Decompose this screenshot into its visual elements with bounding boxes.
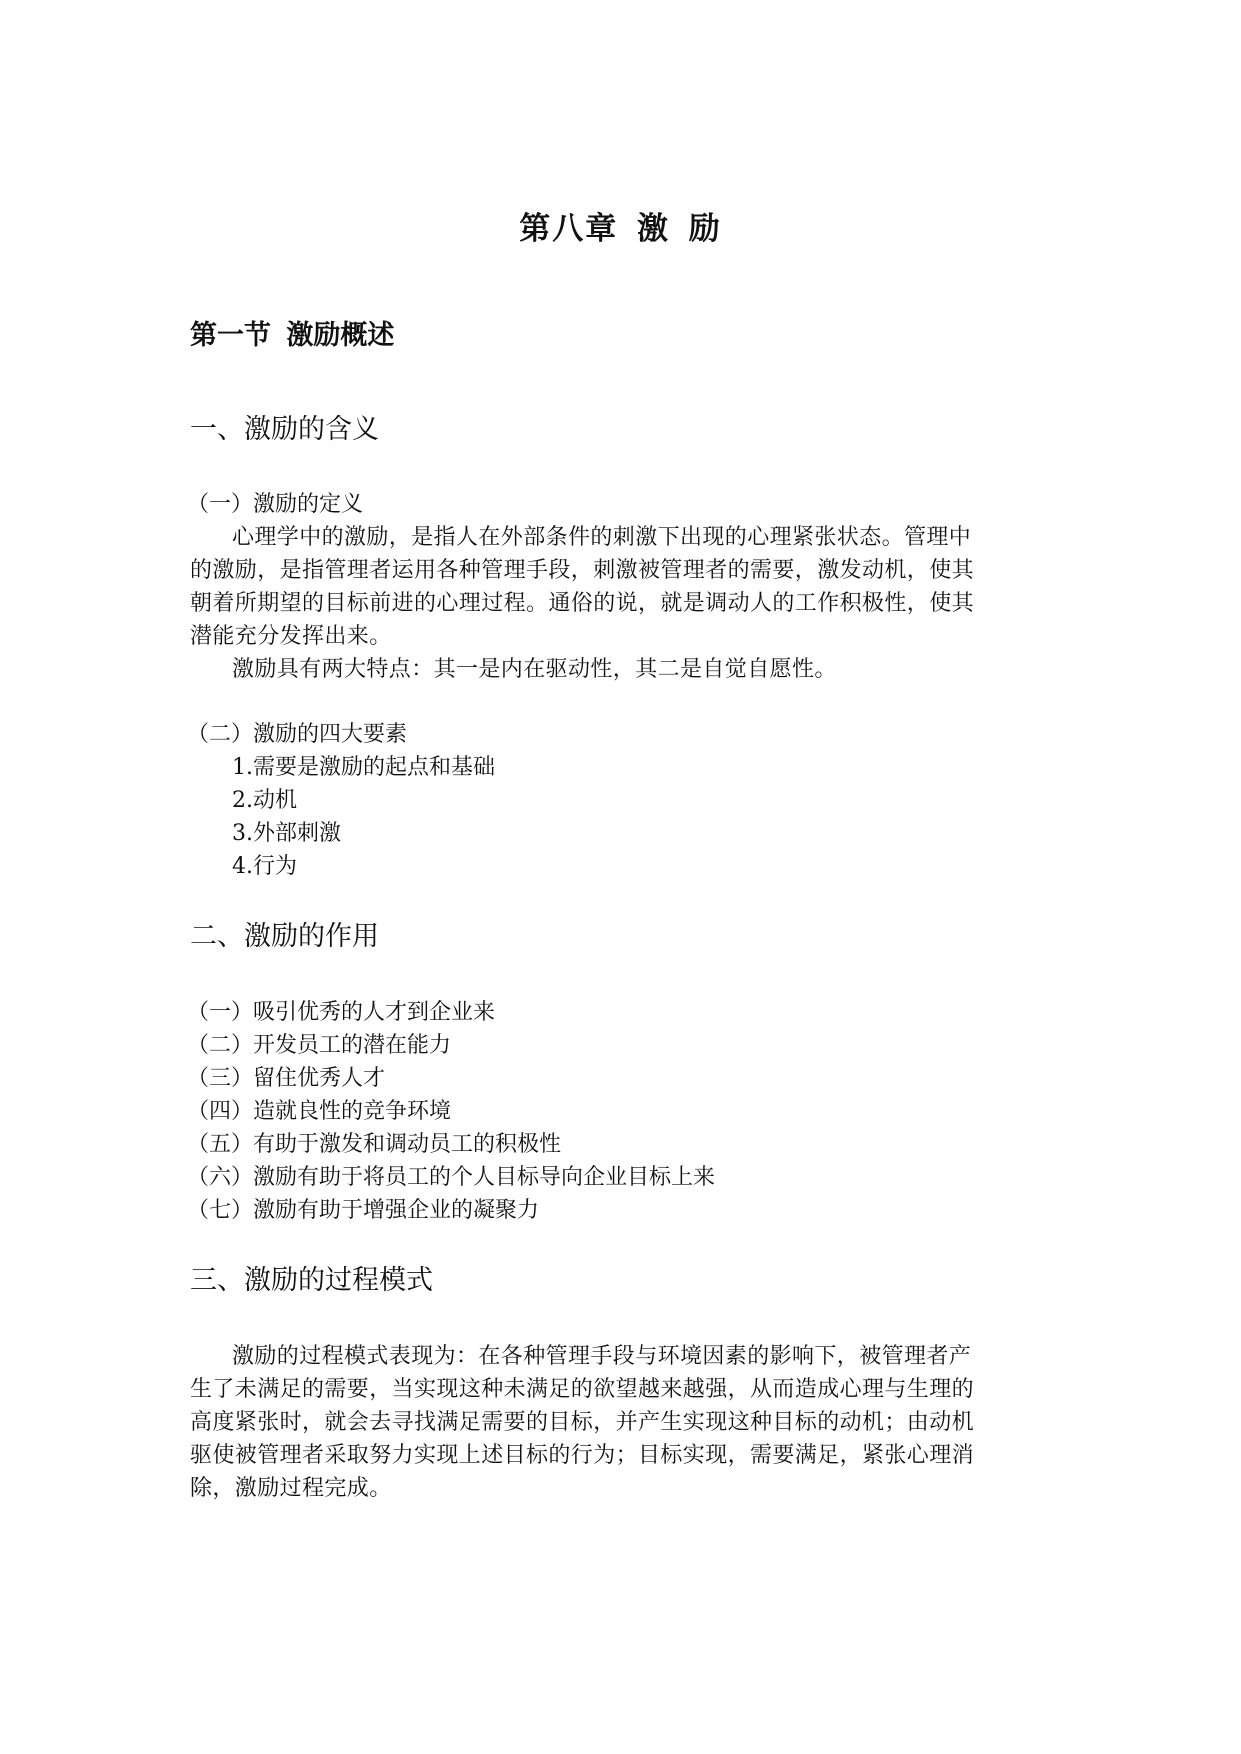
subheading-four-elements: （二）激励的四大要素 <box>187 722 408 747</box>
definition-line-2: 的激励，是指管理者运用各种管理手段，刺激被管理者的需要，激发动机，使其 <box>190 558 975 583</box>
heading-meaning: 一、激励的含义 <box>190 414 379 445</box>
element-item-1: 1.需要是激励的起点和基础 <box>232 755 495 780</box>
function-item-2: （二）开发员工的潜在能力 <box>187 1033 452 1058</box>
heading-process-model: 三、激励的过程模式 <box>190 1265 433 1296</box>
function-item-4: （四）造就良性的竞争环境 <box>187 1099 452 1124</box>
function-item-3: （三）留住优秀人才 <box>187 1066 386 1091</box>
heading-functions: 二、激励的作用 <box>190 921 379 952</box>
function-item-5: （五）有助于激发和调动员工的积极性 <box>187 1132 562 1157</box>
process-line-2: 生了未满足的需要，当实现这种未满足的欲望越来越强，从而造成心理与生理的 <box>190 1377 975 1402</box>
definition-line-1: 心理学中的激励，是指人在外部条件的刺激下出现的心理紧张状态。管理中 <box>232 525 972 550</box>
element-item-4: 4.行为 <box>232 854 297 879</box>
process-line-3: 高度紧张时，就会去寻找满足需要的目标，并产生实现这种目标的动机；由动机 <box>190 1410 975 1435</box>
function-item-7: （七）激励有助于增强企业的凝聚力 <box>187 1198 540 1223</box>
subheading-definition: （一）激励的定义 <box>187 492 364 517</box>
definition-line-4: 潜能充分发挥出来。 <box>190 624 392 649</box>
element-item-3: 3.外部刺激 <box>232 821 341 846</box>
element-item-2: 2.动机 <box>232 788 297 813</box>
process-line-4: 驱使被管理者采取努力实现上述目标的行为；目标实现，需要满足，紧张心理消 <box>190 1443 975 1468</box>
chapter-title: 第八章 激 励 <box>519 211 722 247</box>
function-item-6: （六）激励有助于将员工的个人目标导向企业目标上来 <box>187 1165 716 1190</box>
section-title: 第一节 激励概述 <box>190 320 395 351</box>
process-line-1: 激励的过程模式表现为：在各种管理手段与环境因素的影响下，被管理者产 <box>232 1344 972 1369</box>
function-item-1: （一）吸引优秀的人才到企业来 <box>187 1000 496 1025</box>
definition-line-3: 朝着所期望的目标前进的心理过程。通俗的说，就是调动人的工作积极性，使其 <box>190 591 975 616</box>
definition-line-5: 激励具有两大特点：其一是内在驱动性，其二是自觉自愿性。 <box>232 657 837 682</box>
process-line-5: 除，激励过程完成。 <box>190 1476 392 1501</box>
